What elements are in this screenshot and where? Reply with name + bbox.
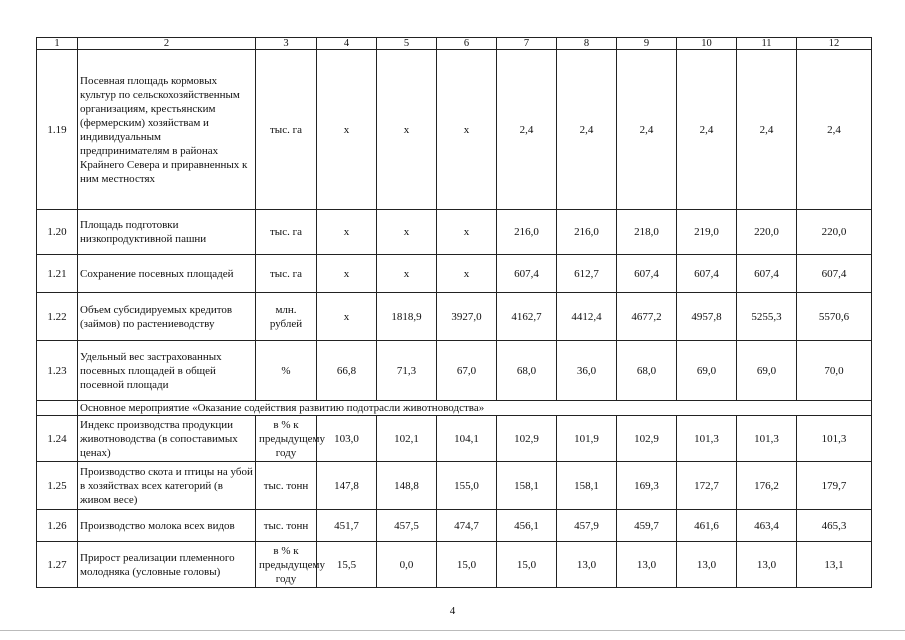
table-row <box>37 341 872 401</box>
column-number: 1 <box>37 38 78 50</box>
row-number: 1.19 <box>37 50 78 210</box>
value-cell: 607,4 <box>737 255 797 293</box>
header-row <box>37 38 872 50</box>
value-cell: 148,8 <box>377 462 437 510</box>
value-cell: 15,0 <box>497 542 557 588</box>
column-number: 4 <box>317 38 377 50</box>
value-cell: 102,9 <box>617 416 677 462</box>
value-cell: x <box>377 255 437 293</box>
unit-cell: в % к предыдущему году <box>256 416 317 462</box>
indicators-table <box>36 37 872 588</box>
value-cell: x <box>317 210 377 255</box>
table-row <box>37 416 872 462</box>
column-number: 10 <box>677 38 737 50</box>
value-cell: 179,7 <box>797 462 872 510</box>
unit-cell: тыс. тонн <box>256 510 317 542</box>
value-cell: 101,3 <box>737 416 797 462</box>
table-row <box>37 293 872 341</box>
value-cell: 155,0 <box>437 462 497 510</box>
indicator-name: Прирост реализации племенного молодняка (условные головы) <box>78 542 256 588</box>
value-cell: 612,7 <box>557 255 617 293</box>
value-cell: x <box>437 50 497 210</box>
value-cell: 216,0 <box>497 210 557 255</box>
section-row <box>37 401 872 416</box>
page-number: 4 <box>449 605 456 617</box>
unit-cell: в % к предыдущему году <box>256 542 317 588</box>
value-cell: 456,1 <box>497 510 557 542</box>
value-cell: x <box>317 50 377 210</box>
unit-cell: тыс. га <box>256 255 317 293</box>
value-cell: 68,0 <box>617 341 677 401</box>
value-cell: 169,3 <box>617 462 677 510</box>
row-number: 1.26 <box>37 510 78 542</box>
row-number: 1.27 <box>37 542 78 588</box>
column-number: 5 <box>377 38 437 50</box>
value-cell: 218,0 <box>617 210 677 255</box>
value-cell: 103,0 <box>317 416 377 462</box>
unit-cell: млн. рублей <box>256 293 317 341</box>
value-cell: 4162,7 <box>497 293 557 341</box>
value-cell: 216,0 <box>557 210 617 255</box>
indicator-name: Площадь подготовки низкопродуктивной пашни <box>78 210 256 255</box>
unit-cell: % <box>256 341 317 401</box>
table-row <box>37 50 872 210</box>
value-cell: 1818,9 <box>377 293 437 341</box>
value-cell: 2,4 <box>797 50 872 210</box>
value-cell: 69,0 <box>737 341 797 401</box>
table-row <box>37 210 872 255</box>
column-number: 9 <box>617 38 677 50</box>
value-cell: 13,1 <box>797 542 872 588</box>
value-cell: 13,0 <box>737 542 797 588</box>
value-cell: 2,4 <box>617 50 677 210</box>
value-cell: x <box>377 50 437 210</box>
value-cell: 4677,2 <box>617 293 677 341</box>
value-cell: 13,0 <box>557 542 617 588</box>
value-cell: 5255,3 <box>737 293 797 341</box>
value-cell: 15,5 <box>317 542 377 588</box>
value-cell: 70,0 <box>797 341 872 401</box>
value-cell: 172,7 <box>677 462 737 510</box>
value-cell: 457,9 <box>557 510 617 542</box>
value-cell: 104,1 <box>437 416 497 462</box>
value-cell: x <box>437 210 497 255</box>
value-cell: x <box>317 255 377 293</box>
value-cell: 5570,6 <box>797 293 872 341</box>
value-cell: 69,0 <box>677 341 737 401</box>
value-cell: 4412,4 <box>557 293 617 341</box>
value-cell: 607,4 <box>677 255 737 293</box>
row-number: 1.22 <box>37 293 78 341</box>
value-cell: 2,4 <box>677 50 737 210</box>
indicator-name: Посевная площадь кормовых культур по сельскохозяйственным организациям, крестьянским (фермерским) хозяйствам и индивидуальным предпринимателям в районах Крайнего Севера и приравненных к ним местностях <box>78 50 256 210</box>
table-row <box>37 510 872 542</box>
value-cell: 67,0 <box>437 341 497 401</box>
section-title: Основное мероприятие «Оказание содействия развитию подотрасли животноводства» <box>78 401 872 416</box>
value-cell: 101,3 <box>797 416 872 462</box>
indicator-name: Производство молока всех видов <box>78 510 256 542</box>
table-row <box>37 255 872 293</box>
value-cell: 36,0 <box>557 341 617 401</box>
section-spacer <box>37 401 78 416</box>
indicator-name: Индекс производства продукции животноводства (в сопоставимых ценах) <box>78 416 256 462</box>
value-cell: 4957,8 <box>677 293 737 341</box>
value-cell: 68,0 <box>497 341 557 401</box>
column-number: 7 <box>497 38 557 50</box>
value-cell: 474,7 <box>437 510 497 542</box>
value-cell: x <box>377 210 437 255</box>
value-cell: 607,4 <box>797 255 872 293</box>
value-cell: 465,3 <box>797 510 872 542</box>
value-cell: 3927,0 <box>437 293 497 341</box>
indicator-name: Удельный вес застрахованных посевных площадей в общей посевной площади <box>78 341 256 401</box>
value-cell: 219,0 <box>677 210 737 255</box>
value-cell: 451,7 <box>317 510 377 542</box>
value-cell: 13,0 <box>677 542 737 588</box>
column-number: 3 <box>256 38 317 50</box>
value-cell: 220,0 <box>797 210 872 255</box>
column-number: 8 <box>557 38 617 50</box>
value-cell: 147,8 <box>317 462 377 510</box>
column-number: 6 <box>437 38 497 50</box>
value-cell: 71,3 <box>377 341 437 401</box>
value-cell: 607,4 <box>497 255 557 293</box>
value-cell: 13,0 <box>617 542 677 588</box>
value-cell: 176,2 <box>737 462 797 510</box>
value-cell: 102,9 <box>497 416 557 462</box>
value-cell: 459,7 <box>617 510 677 542</box>
row-number: 1.20 <box>37 210 78 255</box>
value-cell: 66,8 <box>317 341 377 401</box>
value-cell: 463,4 <box>737 510 797 542</box>
value-cell: 2,4 <box>497 50 557 210</box>
value-cell: x <box>317 293 377 341</box>
value-cell: 457,5 <box>377 510 437 542</box>
value-cell: 158,1 <box>497 462 557 510</box>
indicator-name: Производство скота и птицы на убой в хозяйствах всех категорий (в живом весе) <box>78 462 256 510</box>
value-cell: 2,4 <box>557 50 617 210</box>
value-cell: 0,0 <box>377 542 437 588</box>
row-number: 1.21 <box>37 255 78 293</box>
value-cell: 102,1 <box>377 416 437 462</box>
value-cell: 607,4 <box>617 255 677 293</box>
value-cell: 461,6 <box>677 510 737 542</box>
unit-cell: тыс. га <box>256 210 317 255</box>
value-cell: 220,0 <box>737 210 797 255</box>
page-bottom-rule <box>0 630 905 631</box>
row-number: 1.24 <box>37 416 78 462</box>
table-row <box>37 462 872 510</box>
unit-cell: тыс. га <box>256 50 317 210</box>
value-cell: 2,4 <box>737 50 797 210</box>
row-number: 1.23 <box>37 341 78 401</box>
indicator-name: Объем субсидируемых кредитов (займов) по растениеводству <box>78 293 256 341</box>
column-number: 12 <box>797 38 872 50</box>
row-number: 1.25 <box>37 462 78 510</box>
table-row <box>37 542 872 588</box>
unit-cell: тыс. тонн <box>256 462 317 510</box>
value-cell: 101,9 <box>557 416 617 462</box>
value-cell: 101,3 <box>677 416 737 462</box>
column-number: 2 <box>78 38 256 50</box>
value-cell: 15,0 <box>437 542 497 588</box>
indicator-name: Сохранение посевных площадей <box>78 255 256 293</box>
value-cell: 158,1 <box>557 462 617 510</box>
value-cell: x <box>437 255 497 293</box>
column-number: 11 <box>737 38 797 50</box>
